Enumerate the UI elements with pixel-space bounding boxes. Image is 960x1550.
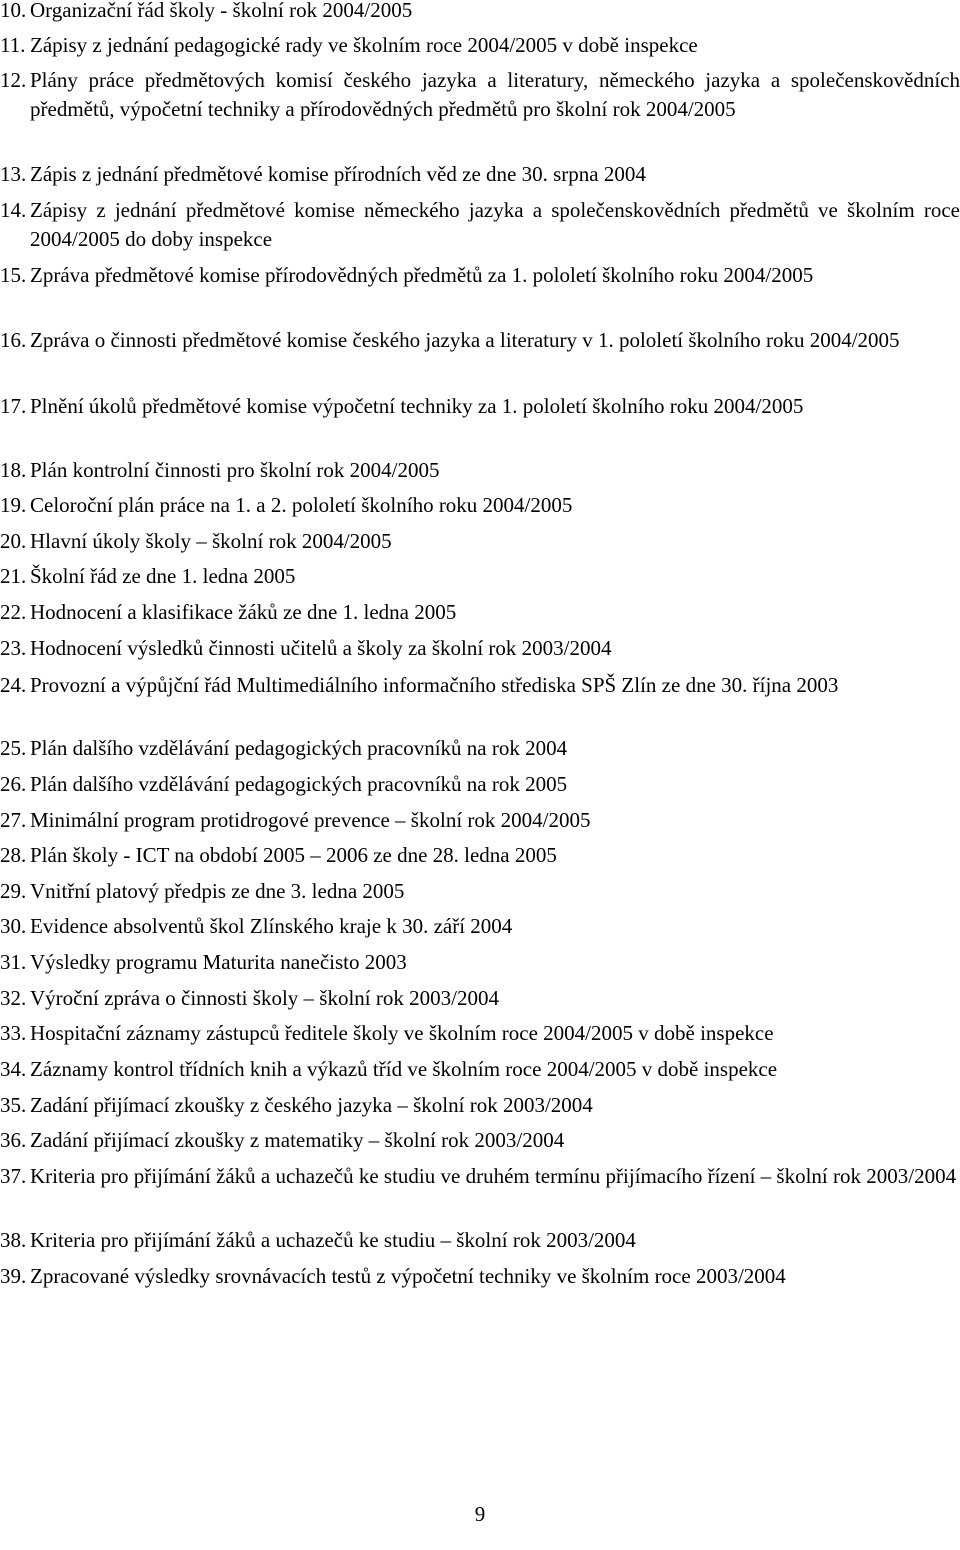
list-item-text: Výroční zpráva o činnosti školy – školní rok 2003/2004: [30, 986, 499, 1010]
list-item-number: 14.: [0, 198, 27, 222]
list-item-text: Zápisy z jednání předmětové komise německého jazyka a společenskovědních předmětů ve školním roce 2004/2005 do doby inspekce: [30, 198, 960, 251]
list-item-number: 22.: [0, 600, 27, 624]
list-item: [0, 527, 960, 556]
list-item: [0, 160, 960, 189]
list-item-text: Provozní a výpůjční řád Multimediálního informačního střediska SPŠ Zlín ze dne 30. října 2003: [30, 673, 839, 697]
list-item-number: 27.: [0, 808, 27, 832]
list-item-text: Záznamy kontrol třídních knih a výkazů tříd ve školním roce 2004/2005 v době inspekce: [30, 1057, 778, 1081]
list-item: [0, 491, 960, 520]
list-item-text: Hodnocení a klasifikace žáků ze dne 1. ledna 2005: [30, 600, 457, 624]
list-item: [0, 948, 960, 977]
list-item-number: 16.: [0, 328, 27, 352]
list-item-number: 17.: [0, 394, 27, 418]
list-item-number: 36.: [0, 1128, 27, 1152]
list-item-text: Hlavní úkoly školy – školní rok 2004/2005: [30, 529, 392, 553]
list-item: [0, 1162, 960, 1191]
list-item-text: Plnění úkolů předmětové komise výpočetní techniky za 1. pololetí školního roku 2004/2005: [30, 394, 804, 418]
list-item-number: 15.: [0, 263, 27, 287]
list-item-text: Plány práce předmětových komisí českého jazyka a literatury, německého jazyka a společenskovědních předmětů, výpočetní techniky a přírodovědných předmětů pro školní rok 2004/2005: [30, 68, 960, 121]
list-item-text: Kriteria pro přijímání žáků a uchazečů ke studiu ve druhém termínu přijímacího řízení – školní rok 2003/2004: [30, 1164, 957, 1188]
list-item-text: Hospitační záznamy zástupců ředitele školy ve školním roce 2004/2005 v době inspekce: [30, 1021, 774, 1045]
list-item: [0, 734, 960, 763]
list-item-number: 18.: [0, 458, 27, 482]
list-item-number: 31.: [0, 950, 27, 974]
list-item-number: 12.: [0, 68, 27, 92]
list-item-number: 25.: [0, 736, 27, 760]
list-item: [0, 1226, 960, 1255]
list-item-number: 38.: [0, 1228, 27, 1252]
list-item-text: Hodnocení výsledků činnosti učitelů a školy za školní rok 2003/2004: [30, 636, 612, 660]
list-item: [0, 877, 960, 906]
list-item: [0, 841, 960, 870]
list-item-number: 28.: [0, 843, 27, 867]
list-item-text: Zpráva o činnosti předmětové komise českého jazyka a literatury v 1. pololetí školního roku 2004/2005: [30, 328, 900, 352]
list-item: [0, 912, 960, 941]
list-item: [0, 1091, 960, 1120]
list-item-text: Minimální program protidrogové prevence – školní rok 2004/2005: [30, 808, 591, 832]
page-number: 9: [474, 1502, 486, 1526]
list-item-text: Kriteria pro přijímání žáků a uchazečů ke studiu – školní rok 2003/2004: [30, 1228, 636, 1252]
list-item-text: Organizační řád školy - školní rok 2004/2005: [30, 0, 413, 22]
list-item-text: Zápis z jednání předmětové komise přírodních věd ze dne 30. srpna 2004: [30, 162, 646, 186]
list-item: [0, 598, 960, 627]
list-item: [0, 31, 960, 60]
list-item-text: Evidence absolventů škol Zlínského kraje k 30. září 2004: [30, 914, 513, 938]
list-item: [0, 806, 960, 835]
list-item: [0, 392, 960, 421]
list-item-number: 10.: [0, 0, 27, 22]
list-item-text: Zápisy z jednání pedagogické rady ve školním roce 2004/2005 v době inspekce: [30, 33, 698, 57]
list-item-number: 24.: [0, 673, 27, 697]
list-item: [0, 456, 960, 485]
list-item: [0, 0, 960, 25]
list-item: [0, 770, 960, 799]
list-item-text: Plán dalšího vzdělávání pedagogických pracovníků na rok 2005: [30, 772, 568, 796]
list-item: [0, 261, 960, 290]
list-item: [0, 326, 960, 355]
list-item-text: Zadání přijímací zkoušky z matematiky – školní rok 2003/2004: [30, 1128, 565, 1152]
list-item-number: 32.: [0, 986, 27, 1010]
list-item-number: 39.: [0, 1264, 27, 1288]
list-item: [0, 1262, 960, 1291]
list-item: [0, 562, 960, 591]
list-item-number: 30.: [0, 914, 27, 938]
list-item-text: Výsledky programu Maturita nanečisto 2003: [30, 950, 407, 974]
list-item-number: 35.: [0, 1093, 27, 1117]
list-item: [0, 66, 960, 124]
list-item-number: 29.: [0, 879, 27, 903]
list-item-text: Školní řád ze dne 1. ledna 2005: [30, 564, 296, 588]
list-item-text: Celoroční plán práce na 1. a 2. pololetí školního roku 2004/2005: [30, 493, 573, 517]
list-item-text: Plán školy - ICT na období 2005 – 2006 ze dne 28. ledna 2005: [30, 843, 557, 867]
list-item-text: Vnitřní platový předpis ze dne 3. ledna 2005: [30, 879, 405, 903]
list-item-number: 11.: [0, 33, 26, 57]
list-item: [0, 1055, 960, 1084]
list-item-number: 33.: [0, 1021, 27, 1045]
list-item-number: 23.: [0, 636, 27, 660]
list-item: [0, 1019, 960, 1048]
list-item-text: Zpracované výsledky srovnávacích testů z výpočetní techniky ve školním roce 2003/2004: [30, 1264, 786, 1288]
list-item-text: Zadání přijímací zkoušky z českého jazyka – školní rok 2003/2004: [30, 1093, 593, 1117]
list-item-number: 20.: [0, 529, 27, 553]
list-item-number: 21.: [0, 564, 27, 588]
list-item: [0, 634, 960, 663]
list-item: [0, 671, 960, 700]
list-item-text: Zpráva předmětové komise přírodovědných předmětů za 1. pololetí školního roku 2004/2005: [30, 263, 814, 287]
list-item-number: 37.: [0, 1164, 27, 1188]
list-item: [0, 984, 960, 1013]
list-item-number: 13.: [0, 162, 27, 186]
list-item-number: 19.: [0, 493, 27, 517]
list-item-text: Plán kontrolní činnosti pro školní rok 2004/2005: [30, 458, 440, 482]
list-item-number: 34.: [0, 1057, 27, 1081]
list-item: [0, 196, 960, 254]
list-item-number: 26.: [0, 772, 27, 796]
list-item: [0, 1126, 960, 1155]
list-item-text: Plán dalšího vzdělávání pedagogických pracovníků na rok 2004: [30, 736, 568, 760]
